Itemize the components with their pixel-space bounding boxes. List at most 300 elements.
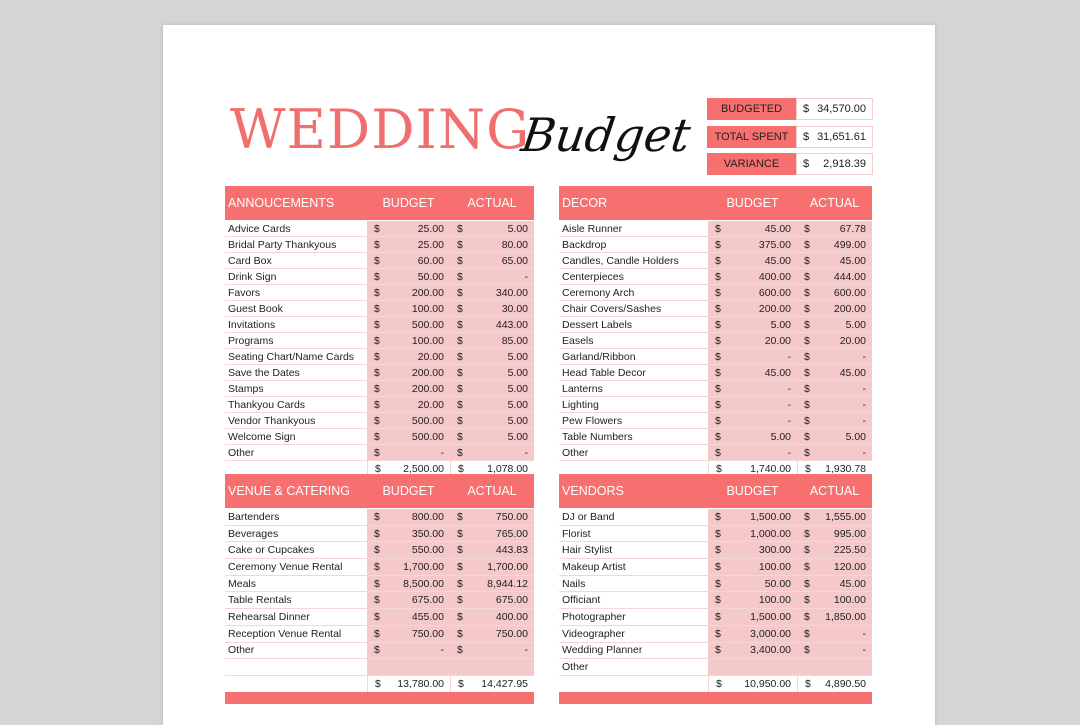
item-name: Lanterns [562,382,603,395]
budget-cell [367,221,450,236]
actual-header: ACTUAL [809,484,860,498]
currency: $ [457,382,463,395]
amount: 443.83 [495,544,528,557]
budget-cell [367,509,450,525]
amount: 200.00 [411,286,444,299]
actual-cell [797,237,872,252]
actual-cell [450,253,534,268]
budget-cell [367,397,450,412]
amount: 444.00 [833,270,866,283]
amount: 45.00 [764,366,791,379]
actual-cell [797,559,872,575]
amount: 4,890.50 [825,677,866,690]
item-name: Officiant [562,594,601,607]
amount: 400.00 [495,610,528,623]
currency: $ [374,366,380,379]
actual-cell [450,381,534,396]
currency: $ [457,627,463,640]
table-row [559,592,872,609]
table-row [559,237,872,253]
currency: $ [715,302,721,315]
amount: 5.00 [507,398,528,411]
budget-cell [708,349,797,364]
budget-cell [708,429,797,444]
summary-total-spent [707,126,873,148]
actual-cell [450,509,534,525]
currency: $ [715,398,721,411]
currency: $ [715,544,721,557]
amount: 45.00 [764,254,791,267]
amount: 995.00 [833,527,866,540]
item-name: Other [228,446,255,459]
currency: $ [457,350,463,363]
item-name: Guest Book [228,302,283,315]
item-name [559,676,708,692]
currency: $ [804,594,810,607]
item-name: Other [228,644,255,657]
actual-cell [450,349,534,364]
actual-cell [797,253,872,268]
budget-header: BUDGET [726,484,779,498]
item-name: Save the Dates [228,366,300,379]
table-row [225,445,534,461]
item-name: Cake or Cupcakes [228,544,315,557]
table-row [225,526,534,543]
table-row [559,445,872,461]
amount: - [862,446,866,459]
actual-cell [797,317,872,332]
currency: $ [374,254,380,267]
item-name: Centerpieces [562,270,624,283]
budget-header: BUDGET [382,484,435,498]
item-name: Thankyou Cards [228,398,306,411]
table-row [559,413,872,429]
amount: 2,500.00 [403,462,444,475]
table-row [225,333,534,349]
currency: $ [374,594,380,607]
section-title: VENUE & CATERING [228,484,351,498]
currency: $ [374,350,380,363]
amount: 80.00 [501,238,528,251]
currency: $ [804,318,810,331]
table-row [225,659,534,676]
amount: 1,930.78 [825,462,866,475]
budget-cell [367,253,450,268]
currency: $ [715,594,721,607]
item-name: Seating Chart/Name Cards [228,350,355,363]
table-row [225,349,534,365]
table-row [559,659,872,676]
amount: 550.00 [411,544,444,557]
currency: $ [458,677,464,690]
currency: $ [804,270,810,283]
amount: 5.00 [845,430,866,443]
budget-cell [367,269,450,284]
budget-cell [367,676,450,692]
table-row [225,365,534,381]
amount: - [787,382,791,395]
item-name: Rehearsal Dinner [228,610,310,623]
currency: $ [457,254,463,267]
actual-cell [450,445,534,460]
currency: $ [804,254,810,267]
actual-cell [797,576,872,592]
table-row [225,269,534,285]
amount: - [787,446,791,459]
currency: $ [804,627,810,640]
currency: $ [457,286,463,299]
budget-cell [708,301,797,316]
item-name: Bridal Party Thankyous [228,238,337,251]
currency: $ [804,334,810,347]
summary-label: VARIANCE [707,153,796,175]
actual-cell [450,643,534,659]
actual-cell [797,626,872,642]
amount: 500.00 [411,430,444,443]
item-name: Favors [228,286,261,299]
budget-cell [367,317,450,332]
section-title: VENDORS [562,484,624,498]
currency: $ [804,398,810,411]
table-row [559,333,872,349]
currency: $ [715,270,721,283]
amount: 100.00 [758,560,791,573]
item-name: Head Table Decor [562,366,646,379]
item-name: Photographer [562,610,626,623]
currency: $ [715,610,721,623]
budget-cell [708,333,797,348]
budget-cell [708,221,797,236]
amount: - [862,627,866,640]
table-row [225,317,534,333]
currency: $ [715,350,721,363]
amount: 8,500.00 [403,577,444,590]
summary-value: 34,570.00 [817,103,866,115]
item-name: Meals [228,577,257,590]
budget-cell [708,643,797,659]
table-header [559,474,872,508]
amount: 1,700.00 [403,560,444,573]
summary-budgeted [707,98,873,120]
budget-cell [708,509,797,525]
amount: 100.00 [411,302,444,315]
budget-cell [367,333,450,348]
currency: $ [374,238,380,251]
actual-cell [797,381,872,396]
budget-cell [708,592,797,608]
amount: 500.00 [411,318,444,331]
actual-cell [797,445,872,460]
actual-cell [450,626,534,642]
amount: 3,400.00 [750,644,791,657]
actual-cell [797,542,872,558]
currency: $ [715,527,721,540]
amount: 8,944.12 [487,577,528,590]
item-name: Garland/Ribbon [562,350,636,363]
currency: $ [457,238,463,251]
table-row [559,397,872,413]
table-row [225,413,534,429]
item-name: DJ or Band [562,510,615,523]
currency: $ [715,222,721,235]
currency: $ [374,398,380,411]
amount: 10,950.00 [744,677,791,690]
item-name: Advice Cards [228,222,291,235]
currency: $ [457,446,463,459]
currency: $ [457,270,463,283]
budget-cell [708,626,797,642]
budget-header: BUDGET [726,196,779,210]
item-name: Card Box [228,254,272,267]
actual-cell [450,301,534,316]
table-row [225,626,534,643]
table-row [225,576,534,593]
item-name: Makeup Artist [562,560,626,573]
actual-cell [797,413,872,428]
item-name: Programs [228,334,274,347]
currency: $ [804,366,810,379]
item-name: Welcome Sign [228,430,296,443]
amount: 1,740.00 [750,462,791,475]
budget-cell [708,269,797,284]
amount: 1,000.00 [750,527,791,540]
currency: $ [804,527,810,540]
amount: 20.00 [417,350,444,363]
currency: $ [715,382,721,395]
item-name: Stamps [228,382,264,395]
item-name: Wedding Planner [562,644,643,657]
actual-cell [450,397,534,412]
currency: $ [803,103,810,115]
actual-cell [450,237,534,252]
currency: $ [457,510,463,523]
total-row [225,676,534,693]
budget-cell [367,659,450,675]
budget-cell [708,542,797,558]
currency: $ [715,334,721,347]
amount: 225.50 [833,544,866,557]
currency: $ [804,350,810,363]
currency: $ [374,382,380,395]
budget-cell [708,559,797,575]
venue-catering-table [225,474,534,693]
amount: 5.00 [507,222,528,235]
table-row [225,253,534,269]
budget-cell [708,526,797,542]
table-row [559,509,872,526]
currency: $ [716,677,722,690]
table-header [225,474,534,508]
currency: $ [457,430,463,443]
amount: 5.00 [845,318,866,331]
currency: $ [804,446,810,459]
item-name: Easels [562,334,594,347]
currency: $ [374,334,380,347]
amount: 443.00 [495,318,528,331]
amount: 5.00 [507,366,528,379]
currency: $ [715,627,721,640]
actual-cell [450,333,534,348]
amount: 200.00 [833,302,866,315]
currency: $ [715,510,721,523]
actual-cell [450,429,534,444]
budget-header: BUDGET [382,196,435,210]
actual-cell [797,509,872,525]
currency: $ [374,270,380,283]
amount: 750.00 [495,510,528,523]
item-name [225,676,367,692]
currency: $ [457,318,463,331]
table-row [559,381,872,397]
table-row [559,285,872,301]
actual-cell [797,526,872,542]
currency: $ [457,644,463,657]
currency: $ [804,610,810,623]
currency: $ [804,544,810,557]
amount: 300.00 [758,544,791,557]
actual-cell [450,221,534,236]
amount: - [862,644,866,657]
actual-cell [450,592,534,608]
amount: 675.00 [411,594,444,607]
budget-cell [708,445,797,460]
budget-cell [367,542,450,558]
currency: $ [715,644,721,657]
budget-cell [367,285,450,300]
amount: 375.00 [758,238,791,251]
currency: $ [715,366,721,379]
item-name: Videographer [562,627,625,640]
budget-cell [708,285,797,300]
next-section-header [225,692,534,704]
table-row [225,381,534,397]
currency: $ [374,560,380,573]
actual-cell [797,659,872,675]
item-name: Table Rentals [228,594,292,607]
budget-cell [367,592,450,608]
actual-cell [450,659,534,675]
amount: 13,780.00 [397,677,444,690]
item-name: Candles, Candle Holders [562,254,679,267]
budget-cell [708,317,797,332]
decor-table [559,186,872,477]
table-row [559,253,872,269]
table-row [225,301,534,317]
table-row [559,576,872,593]
amount: 3,000.00 [750,627,791,640]
item-name: Dessert Labels [562,318,633,331]
currency: $ [374,286,380,299]
currency: $ [457,222,463,235]
currency: $ [715,577,721,590]
amount: - [524,446,528,459]
table-row [559,301,872,317]
currency: $ [457,560,463,573]
currency: $ [715,254,721,267]
budget-cell [367,237,450,252]
currency: $ [804,286,810,299]
amount: 1,850.00 [825,610,866,623]
currency: $ [715,238,721,251]
item-name: Vendor Thankyous [228,414,316,427]
table-row [225,237,534,253]
amount: 1,078.00 [487,462,528,475]
item-name: Beverages [228,527,279,540]
actual-cell [797,365,872,380]
actual-cell [797,676,872,692]
amount: - [524,270,528,283]
currency: $ [375,677,381,690]
item-name: Ceremony Venue Rental [228,560,343,573]
item-name: Bartenders [228,510,280,523]
actual-cell [450,676,534,692]
amount: 45.00 [764,222,791,235]
actual-cell [450,609,534,625]
currency: $ [457,414,463,427]
budget-cell [367,381,450,396]
amount: 67.78 [839,222,866,235]
table-row [559,626,872,643]
actual-cell [797,643,872,659]
vendors-table [559,474,872,693]
amount: 50.00 [417,270,444,283]
currency: $ [715,430,721,443]
actual-cell [797,269,872,284]
actual-cell [797,397,872,412]
currency: $ [374,627,380,640]
amount: 350.00 [411,527,444,540]
amount: 60.00 [417,254,444,267]
amount: 1,700.00 [487,560,528,573]
currency: $ [457,594,463,607]
amount: 25.00 [417,222,444,235]
amount: - [787,414,791,427]
amount: - [787,350,791,363]
amount: 14,427.95 [481,677,528,690]
budget-cell [708,397,797,412]
table-row [559,221,872,237]
table-row [225,285,534,301]
item-name: Aisle Runner [562,222,623,235]
currency: $ [804,560,810,573]
table-header [559,186,872,220]
budget-cell [708,659,797,675]
amount: 765.00 [495,527,528,540]
amount: 20.00 [839,334,866,347]
amount: 30.00 [501,302,528,315]
amount: - [440,446,444,459]
budget-cell [367,413,450,428]
item-name: Nails [562,577,586,590]
table-row [559,526,872,543]
actual-cell [450,365,534,380]
currency: $ [458,462,464,475]
item-name: Florist [562,527,591,540]
item-name: Lighting [562,398,599,411]
currency: $ [804,644,810,657]
item-name: Drink Sign [228,270,277,283]
amount: 85.00 [501,334,528,347]
budget-cell [708,253,797,268]
currency: $ [716,462,722,475]
item-name: Hair Stylist [562,544,613,557]
table-row [559,269,872,285]
table-row [225,542,534,559]
currency: $ [803,131,810,143]
amount: 5.00 [507,382,528,395]
amount: 750.00 [495,627,528,640]
actual-cell [797,429,872,444]
